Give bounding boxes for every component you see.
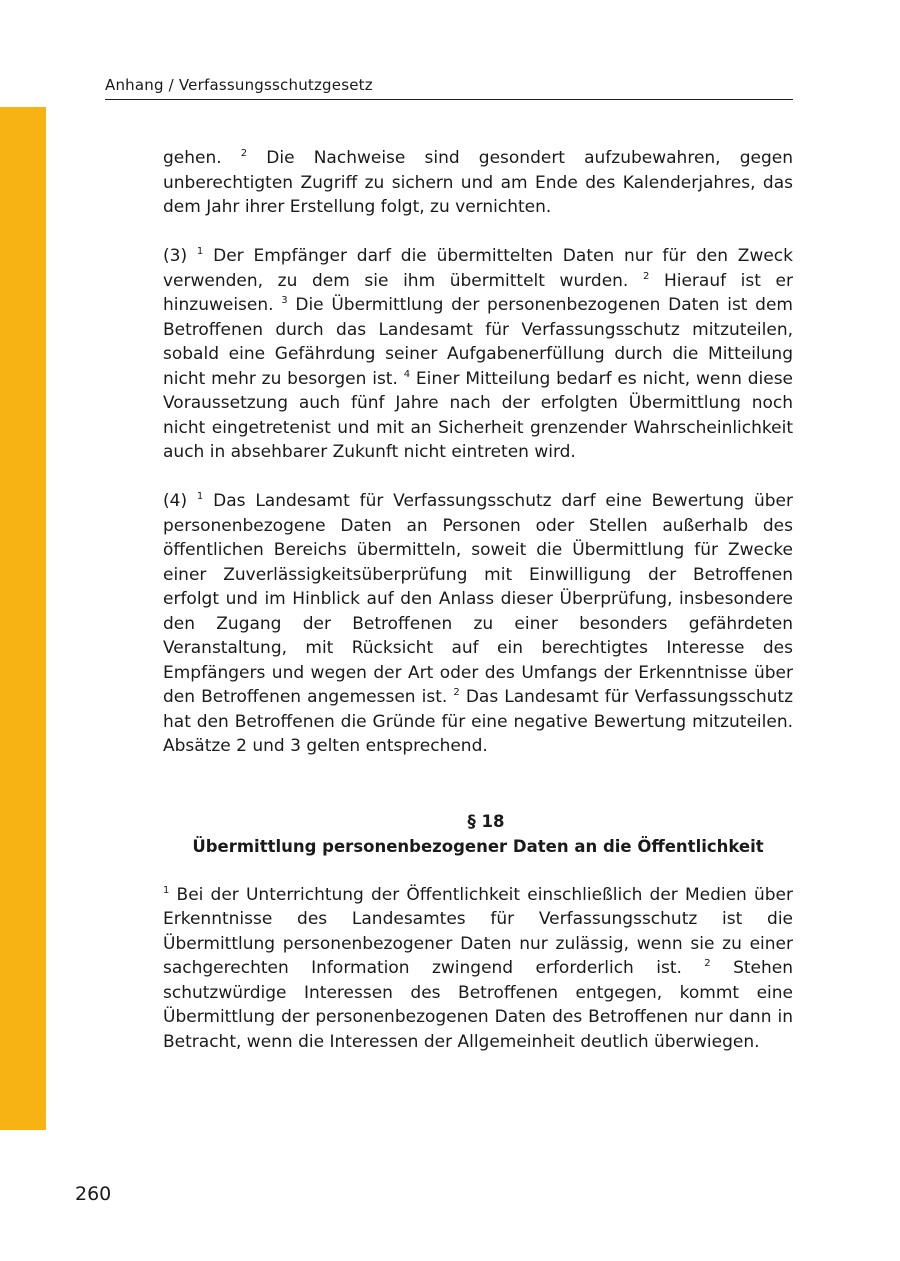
section-number: § 18 xyxy=(467,811,505,831)
sentence-number: 4 xyxy=(403,368,411,380)
sentence-number: 1 xyxy=(196,246,204,257)
sentence-number: 2 xyxy=(453,687,460,698)
sentence-number: 2 xyxy=(642,270,650,282)
sentence-number: 3 xyxy=(281,295,288,306)
sentence-number: 2 xyxy=(704,958,711,969)
section-title: Übermittlung personenbezogener Daten an die Öffentlichkeit xyxy=(192,836,764,856)
page-content xyxy=(163,146,793,1054)
paragraph-marker: (3) xyxy=(163,246,197,266)
sentence-number: 1 xyxy=(196,491,204,502)
sentence-number: 2 xyxy=(240,148,248,159)
section-18-paragraph: $^1$ Bei der Unterrichtung der Öffentlichkeit einschließlich der Medien über Erkenntnisse des Landesamtes für Verfassungsschutz ist die Übermittlung personenbezogener Daten nur zulässig, wenn sie zu einer sachgerechten Information zwingend erforderlich ist. $^2$ Stehen schutzwürdige Interessen des Betroffenen entgegen, kommt eine Übermittlung der personenbezogenen Daten des Betroffenen nur dann in Betracht, wenn die Interessen der Allgemeinheit deutlich überwiegen. xyxy=(163,884,793,1052)
running-header: Anhang / Verfassungsschutzgesetz xyxy=(105,76,793,100)
section-heading xyxy=(163,809,793,859)
paragraph-marker: (4) xyxy=(163,491,197,511)
paragraph-3: (3) $^1$ Der Empfänger darf die übermittelten Daten nur für den Zweck verwenden, zu dem sie ihm übermittelt wurden. $^2$ Hierauf ist er hinzuweisen. $^3$ Die Übermittlung der personenbezogenen Daten ist dem Betroffenen durch das Landesamt für Verfassungsschutz mitzuteilen, sobald eine Gefährdung seiner Aufgabenerfüllung durch die Mitteilung nicht mehr zu besorgen ist. $^4$ Einer Mitteilung bedarf es nicht, wenn diese Voraussetzung auch fünf Jahre nach der erfolgten Übermittlung noch nicht eingetretenist und mit an Sicherheit grenzender Wahrscheinlichkeit auch in absehbarer Zukunft nicht eintreten wird. xyxy=(163,246,794,462)
page-number: 260 xyxy=(75,1183,112,1205)
paragraph-continuation: gehen. $^2$ Die Nachweise sind gesondert aufzubewahren, gegen unberechtigten Zugriff zu sichern und am Ende des Kalenderjahres, das dem Jahr ihrer Erstellung folgt, zu vernichten. xyxy=(163,148,793,217)
sentence-number: 1 xyxy=(163,884,170,896)
yellow-margin-bar xyxy=(0,107,46,1130)
paragraph-4: (4) $^1$ Das Landesamt für Verfassungsschutz darf eine Bewertung über personenbezogene Daten an Personen oder Stellen außerhalb des öffentlichen Bereichs übermitteln, soweit die Übermittlung für Zwecke einer Zuverlässigkeitsüberprüfung mit Einwilligung der Betroffenen erfolgt und im Hinblick auf den Anlass dieser Überprüfung, insbesondere den Zugang der Betroffenen zu einer besonders gefährdeten Veranstaltung, mit Rücksicht auf ein berechtigtes Interesse des Empfängers und wegen der Art oder des Umfangs der Erkenntnisse über den Betroffenen angemessen ist. $^2$ Das Landesamt für Verfassungsschutz hat den Betroffenen die Gründe für eine negative Bewertung mitzuteilen. Absätze 2 und 3 gelten entsprechend. xyxy=(163,491,794,756)
